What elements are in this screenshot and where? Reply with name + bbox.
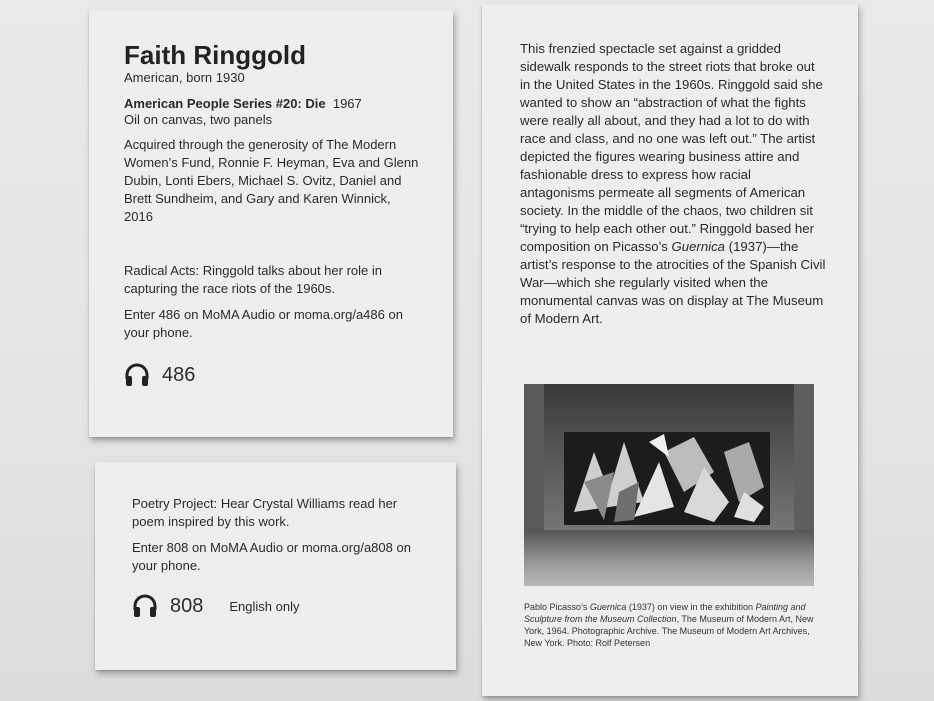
artist-name: Faith Ringgold [124,40,306,70]
artwork-label [89,10,453,437]
audio-title: Radical Acts: Ringgold talks about her role in capturing the race riots of the 1960s. [124,263,382,296]
caption-part-2: (1937) on view in the exhibition [626,602,756,612]
text-part-1: This frenzied spectacle set against a gridded sidewalk responds to the street riots that broke out in the United States in the 1960s. Ringgold said she wanted to show an “abstraction of what the fights were really all about, and they had a lot to do with race and class, and no one was left out.” The artist depicted the figures wearing business attire and fashionable dress to express how racial antagonisms permeate all segments of American society. In the middle of the chaos, two children sit “trying to help each other out.” Ringgold based her composition on Picasso’s [520,41,823,254]
poetry-audio-title: Poetry Project: Hear Crystal Williams read her poem inspired by this work. [132,496,398,529]
poetry-audio-instructions: Enter 808 on MoMA Audio or moma.org/a808 on your phone. [132,540,411,573]
artwork-title-line [124,96,421,112]
artist-nationality: American, born 1930 [124,70,245,85]
poetry-audio-stop-row [132,593,426,619]
headphones-icon [132,593,158,619]
audio-stop-row [124,362,421,388]
artwork-medium: Oil on canvas, two panels [124,112,273,127]
caption-italic-1: Guernica [589,602,627,612]
photo-caption [524,601,819,649]
artwork-year: 1967 [332,96,362,111]
caption-italic-2: Painting and Sculpture from the Museum Collection [524,602,806,624]
guernica-painting-image [564,432,770,525]
poetry-audio-stop-number: 808 [170,595,204,617]
interpretive-text [520,40,828,328]
audio-stop-number: 486 [162,364,196,386]
artwork-title: American People Series #20: Die [124,96,326,111]
credit-line: Acquired through the generosity of The Modern Women’s Fund, Ronnie F. Heyman, Eva and Glenn Dubin, Lonti Ebers, Michael S. Ovitz, Daniel and Brett Sundheim, and Gary and Karen Winnick, 2016 [124,137,419,224]
archival-photo [524,384,814,586]
headphones-icon [124,362,150,388]
caption-part-3: , The Museum of Modern Art, New York, 1964. Photographic Archive. The Museum of Modern Art Archives, New York. Photo: Rolf Petersen [524,614,814,648]
interpretive-text-label [482,4,858,696]
text-part-2: (1937)—the artist’s response to the atrocities of the Spanish Civil War—which she regularly visited when the monumental canvas was on display at The Museum of Modern Art. [520,239,826,326]
audio-instructions: Enter 486 on MoMA Audio or moma.org/a486 on your phone. [124,307,403,340]
poetry-audio-label [95,462,456,670]
text-italic-title: Guernica [671,239,726,254]
caption-part-1: Pablo Picasso’s [524,602,590,612]
language-note: English only [229,598,300,614]
